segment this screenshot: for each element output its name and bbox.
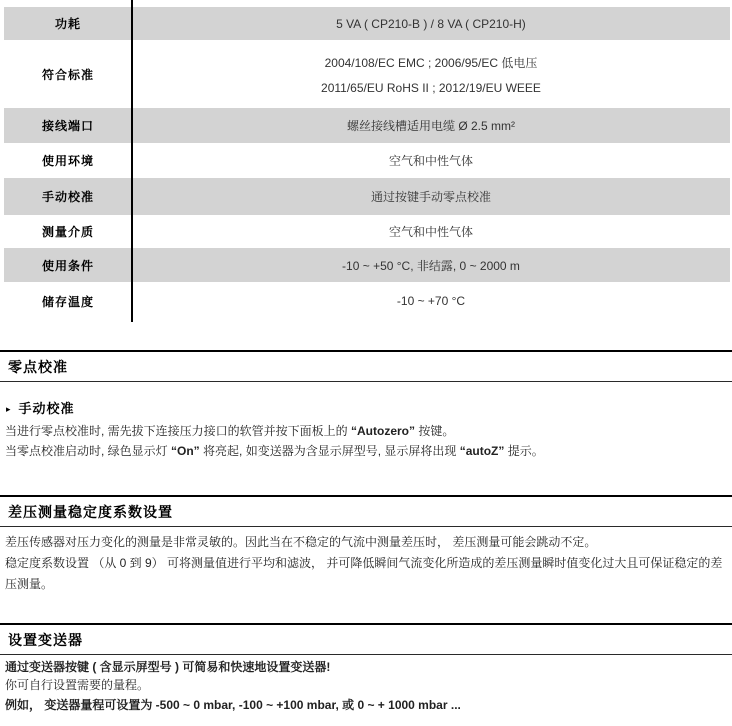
paragraph-line: 稳定度系数设置 （从 0 到 9） 可将测量值进行平均和滤波， 并可降低瞬间气流变化所造成的差压测量瞬时值变化过大且可保证稳定的差压测量。: [5, 556, 723, 591]
section-header-transmitter-setup: [0, 623, 732, 655]
spec-row-label: 功耗: [54, 17, 81, 31]
paragraph-line: 通过变送器按键 ( 含显示屏型号 ) 可简易和快速地设置变送器!: [5, 660, 331, 674]
spec-value-line: 螺丝接线槽适用电缆 Ø 2.5 mm²: [346, 119, 515, 133]
spec-value-line: 空气和中性气体: [388, 225, 473, 239]
spec-row-label: 测量介质: [41, 225, 94, 239]
spec-row-value: [132, 17, 730, 31]
spec-row-label: 使用环境: [41, 154, 94, 168]
paragraph-line: 差压传感器对压力变化的测量是非常灵敏的。因此当在不稳定的气流中测量差压时， 差压测量可能会跳动不定。: [5, 535, 597, 549]
spec-row-label: 手动校准: [41, 190, 94, 204]
spec-row-label: 符合标准: [41, 67, 94, 82]
spec-row-value: [132, 117, 730, 134]
paragraph-line: 例如， 变送器量程可设置为 -500 ~ 0 mbar, -100 ~ +100 mbar, 或 0 ~ + 1000 mbar ...: [5, 698, 461, 712]
section-title: 差压测量稳定度系数设置: [8, 504, 173, 520]
spec-value-line: 2004/108/EC EMC ; 2006/95/EC 低电压: [324, 55, 538, 70]
spec-row-value: [132, 294, 730, 308]
spec-row: [4, 7, 730, 40]
section-title: 设置变送器: [8, 632, 83, 648]
table-column-divider: [131, 0, 133, 322]
paragraph-line: 你可自行设置需要的量程。: [5, 678, 150, 692]
spec-row-label: 接线端口: [41, 119, 94, 133]
spec-value-line: 空气和中性气体: [388, 154, 473, 168]
spec-table: [4, 7, 730, 320]
spec-row: [4, 248, 730, 282]
subheading-label: 手动校准: [18, 401, 75, 416]
paragraph-line: 当进行零点校准时, 需先拔下连接压力接口的软管并按下面板上的 “Autozero” 按键。: [5, 424, 455, 438]
spec-value-line: 2011/65/EU RoHS II ; 2012/19/EU WEEE: [321, 80, 541, 95]
spec-row: [4, 108, 730, 143]
transmitter-setup-paragraph: [5, 658, 729, 714]
spec-value-line: -10 ~ +70 °C: [396, 294, 466, 308]
spec-row-label: 使用条件: [41, 258, 94, 273]
spec-row-value: [132, 188, 730, 205]
section-header-stability-coefficient: [0, 495, 732, 527]
spec-value-line: 5 VA ( CP210-B ) / 8 VA ( CP210-H): [336, 16, 526, 31]
spec-row-value: [132, 152, 730, 169]
spec-value-line: 通过按键手动零点校准: [370, 190, 491, 204]
triangle-bullet-icon: ▸: [6, 404, 12, 414]
zero-calibration-paragraph: [5, 421, 729, 461]
paragraph-line: 当零点校准启动时, 绿色显示灯 “On” 将亮起, 如变送器为含显示屏型号, 显示屏将出现 “autoZ” 提示。: [5, 444, 544, 458]
spec-row: [4, 282, 730, 320]
spec-value-line: -10 ~ +50 °C, 非结露, 0 ~ 2000 m: [342, 258, 520, 273]
spec-row-label: 储存温度: [41, 294, 94, 309]
spec-row: [4, 143, 730, 178]
spec-row-value: [132, 54, 730, 95]
spec-row: [4, 40, 730, 108]
stability-paragraph: [5, 532, 729, 595]
section-title: 零点校准: [8, 359, 68, 375]
spec-row: [4, 178, 730, 215]
spec-row-value: [132, 223, 730, 240]
spec-row-value: [132, 257, 730, 274]
spec-row: [4, 215, 730, 248]
section-header-zero-calibration: [0, 350, 732, 382]
subheading-manual-calibration: [6, 398, 75, 417]
